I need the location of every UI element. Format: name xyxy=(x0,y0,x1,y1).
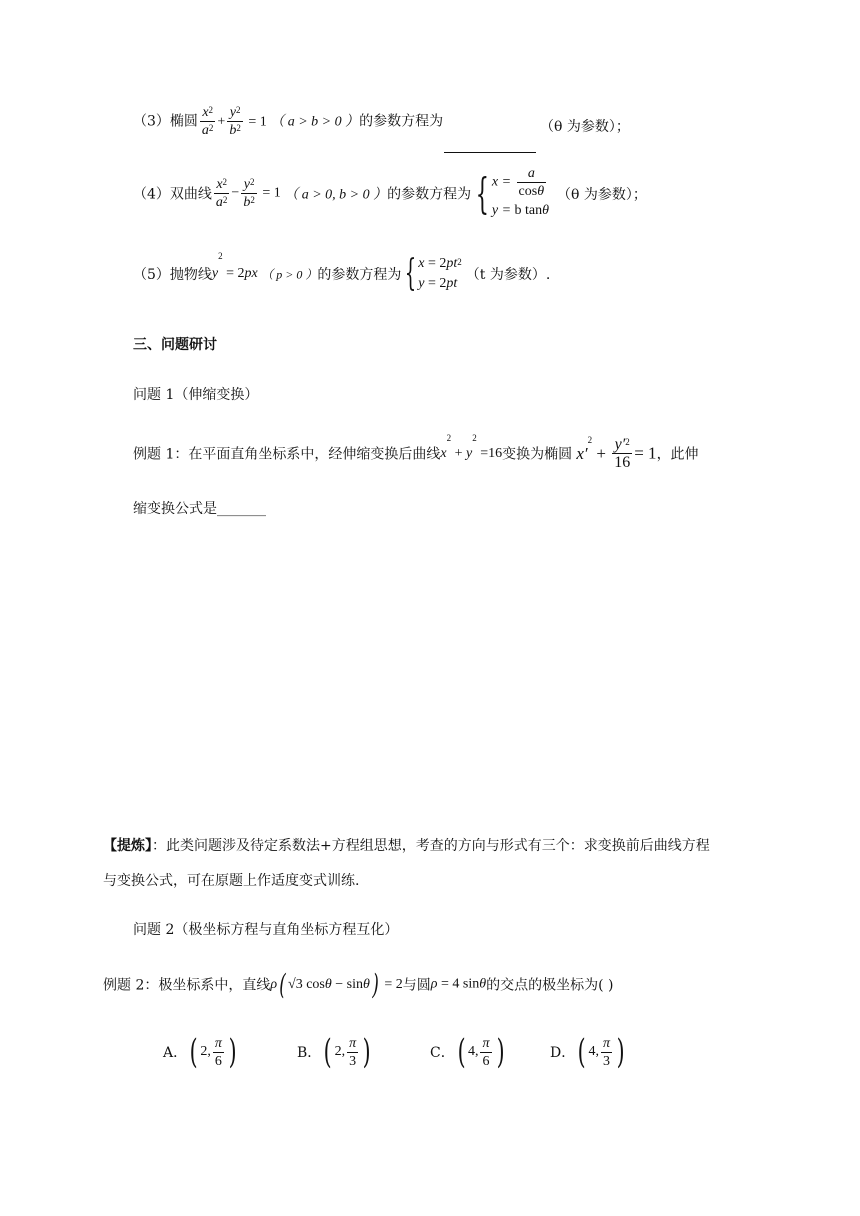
item-5-prefix: （5）抛物线 xyxy=(133,267,212,283)
example-1-text-b: 变换为椭圆 xyxy=(502,446,573,463)
option-c[interactable]: C．( 4, $\frac{\pi}{6}$ ) xyxy=(430,1032,505,1072)
refine-line-1 xyxy=(103,835,710,855)
option-b[interactable]: B．( 2, $\frac{\pi}{3}$ ) xyxy=(297,1032,371,1072)
item-4-param: （θ 为参数）； xyxy=(557,186,647,203)
example-1-text-c: ，此伸 xyxy=(656,446,699,463)
item-5-param: （t 为参数）. xyxy=(465,267,551,283)
option-label: B． xyxy=(297,1045,322,1061)
left-brace: { xyxy=(475,168,490,218)
problem-1-title: 问题 1（伸缩变换） xyxy=(133,387,259,403)
item-5-parabola: （5）抛物线$y^2 = 2px$ （ p > 0 ）的参数方程为 { $x = 2pt^2$ y = 2pt （t 为参数）. xyxy=(133,251,551,294)
problem-2-title: 问题 2（极坐标方程与直角坐标方程互化） xyxy=(133,922,399,938)
item-5-condition: （ p > 0 ） xyxy=(261,267,318,282)
item-4-condition: （ a > 0, b > 0 ） xyxy=(284,187,388,203)
example-1-line-2: 缩变换公式是_______ xyxy=(133,501,266,517)
option-a[interactable]: A．( 2, $\frac{\pi}{6}$ ) xyxy=(163,1032,237,1072)
circle-polar-equation: ρ = 4 sinθ xyxy=(430,976,487,992)
item-4-mid: 的参数方程为 xyxy=(387,186,472,203)
equation-system-hyperbola: x = $\frac{a}{\cos\theta}$ y = b tanθ xyxy=(491,166,550,218)
item-4-hyperbola: （4）双曲线 $\frac{x^2}{a^2}$ − $\frac{y^2}{b^2}$ = 1 （ a > 0, b > 0 ）的参数方程为 { x = $\frac{a}{\cos\theta}$ y = b tanθ （θ 为参数）； xyxy=(133,165,647,222)
fraction-y2-b2: $\frac{y^2}{b^2}$ xyxy=(229,105,241,138)
option-label: A． xyxy=(163,1045,188,1061)
example-2-text-a: 例题 2：极坐标系中，直线 xyxy=(103,977,271,994)
item-3-ellipse: （3）椭圆 $\frac{x^2}{a^2}$ + $\frac{y^2}{b^2}$ = 1 （ a > b > 0 ）的参数方程为 xyxy=(133,105,444,138)
option-angle-fraction: $\frac{\pi}{6}$ xyxy=(214,1035,222,1069)
option-d[interactable]: D．( 4, $\frac{\pi}{3}$ ) xyxy=(550,1032,625,1072)
option-angle-fraction: $\frac{\pi}{3}$ xyxy=(349,1035,357,1069)
option-label: C． xyxy=(430,1045,455,1061)
option-angle-fraction: $\frac{\pi}{6}$ xyxy=(482,1035,490,1069)
option-radius: 2 xyxy=(334,1044,342,1059)
item-3-condition: （ a > b > 0 ） xyxy=(270,114,360,130)
option-radius: 2 xyxy=(200,1044,208,1059)
example-2-text-b: 与圆 xyxy=(402,977,431,994)
item-3-mid: 的参数方程为 xyxy=(359,113,444,130)
refine-label: 【提炼】 xyxy=(103,838,152,854)
item-4-prefix: （4）双曲线 xyxy=(133,186,212,203)
answer-blank-3[interactable] xyxy=(444,116,536,153)
option-angle-fraction: $\frac{\pi}{3}$ xyxy=(603,1035,611,1069)
item-3-param: （θ 为参数）； xyxy=(540,119,630,135)
example-2-text-c: 的交点的极坐标为( ) xyxy=(486,977,614,994)
equation-system-parabola: $x = 2pt^2$ y = 2pt xyxy=(418,256,462,291)
option-radius: 4 xyxy=(467,1044,475,1059)
fraction-x2-a2: $\frac{x^2}{a^2}$ xyxy=(215,177,228,210)
section-3-title: 三、问题研讨 xyxy=(133,337,217,353)
refine-line-2: 与变换公式，可在原题上作适度变式训练. xyxy=(103,873,360,889)
circle-equation: $x^2 + y^2 =16$ xyxy=(440,433,503,461)
left-brace: { xyxy=(405,253,417,294)
fraction-y2-b2: $\frac{y^2}{b^2}$ xyxy=(243,177,255,210)
fraction-y2-16: $\frac{y'^2}{16}$ xyxy=(614,436,631,471)
ellipse-equation: $x'^2$ + xyxy=(572,435,606,463)
example-1-line-1: 例题 1：在平面直角坐标系中，经伸缩变换后曲线$x^2 + y^2 =16$变换为椭圆 $x'^2$ + $\frac{y'^2}{16}$ = 1，此伸 xyxy=(133,433,699,471)
fraction-x2-a2: $\frac{x^2}{a^2}$ xyxy=(201,105,214,138)
line-equation: ρ( √3 cosθ − sinθ) = 2 xyxy=(270,968,403,1001)
item-5-mid: 的参数方程为 xyxy=(317,267,402,283)
example-1-text-a: 例题 1：在平面直角坐标系中，经伸缩变换后曲线 xyxy=(133,446,441,463)
example-2-line xyxy=(103,968,613,1001)
option-label: D． xyxy=(550,1045,576,1061)
option-radius: 4 xyxy=(588,1044,596,1059)
refine-text-1: ：此类问题涉及待定系数法+方程组思想，考查的方向与形式有三个：求变换前后曲线方程 xyxy=(152,838,710,854)
item-3-prefix: （3）椭圆 xyxy=(133,113,198,130)
